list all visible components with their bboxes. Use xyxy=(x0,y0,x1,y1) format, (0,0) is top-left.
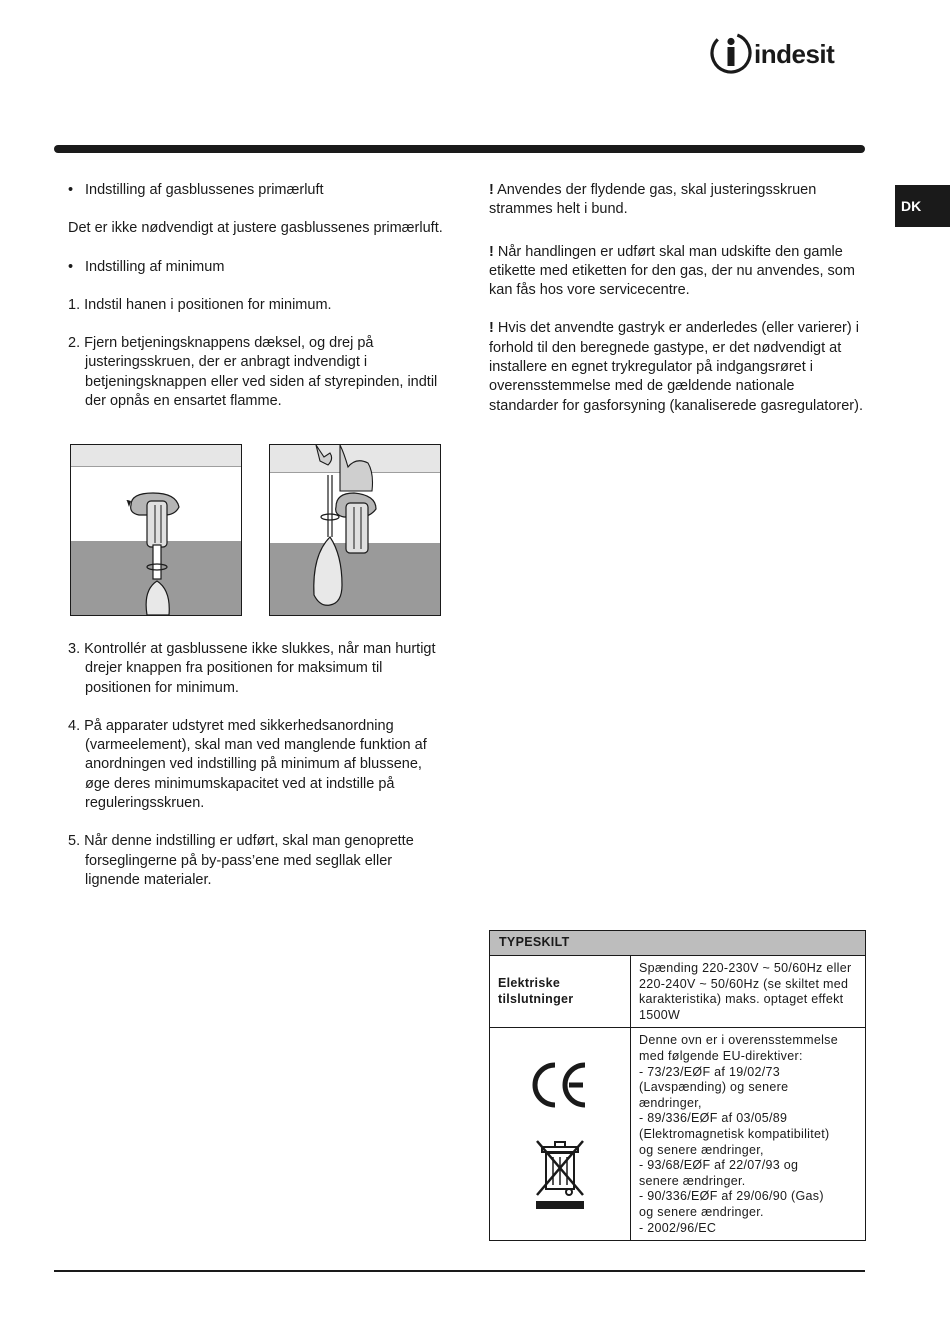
step-3: 3. Kontrollér at gasblussene ikke slukkes, når man hurtigt drejer knappen fra positionen for maksimum til positionen for minimum. xyxy=(68,641,436,696)
typeskilt-table xyxy=(489,930,866,1241)
bullet-primary-air: • Indstilling af gasblussenes primærluft xyxy=(68,181,448,200)
note-label-replace-text: Når handlingen er udført skal man udskifte den gamle etikette med etiketten for den gas, der nu anvendes, som kan fås hos vore servicecentre. xyxy=(489,243,855,299)
step-2: 2. Fjern betjeningsknappens dæksel, og drej på justeringsskruen, der er anbragt indvendigt i betjeningsknappen eller ved siden af styrepinden, indtil der opnås en ensartet flamme. xyxy=(68,335,438,410)
directive-line: - 93/68/EØF af 22/07/93 og xyxy=(639,1158,799,1173)
primary-air-note: Det er ikke nødvendigt at justere gasblussenes primærluft. xyxy=(68,220,443,237)
typeskilt-title: TYPESKILT xyxy=(490,931,866,956)
directive-line: og senere ændringer, xyxy=(639,1142,764,1157)
electrical-connections-label xyxy=(490,956,631,1028)
directive-line: ændringer, xyxy=(639,1095,702,1110)
note-pressure-regulator-text: Hvis det anvendte gastryk er anderledes (eller varierer) i forhold til den beregnede gastype, er det nødvendigt at installere en egnet trykregulator på indgangsrøret i overensstemmelse med de gældende nationale standarder for gasforsyning (kanaliserede gasregulatorer). xyxy=(489,320,863,414)
electrical-connections-value: Spænding 220-230V ~ 50/60Hz eller 220-240V ~ 50/60Hz (se skiltet med karakteristika) maks. optaget effekt 1500W xyxy=(631,956,866,1028)
directive-line: Denne ovn er i overensstemmelse xyxy=(639,1033,838,1048)
warning-mark: ! xyxy=(489,320,494,337)
label-line-2: tilslutninger xyxy=(498,991,574,1006)
directive-line: - 90/336/EØF af 29/06/90 (Gas) xyxy=(639,1189,824,1204)
left-column-upper xyxy=(68,181,448,411)
footer-rule xyxy=(54,1270,865,1272)
indesit-logo xyxy=(710,32,870,74)
note-liquid-gas xyxy=(489,181,865,220)
directive-line: - 73/23/EØF af 19/02/73 xyxy=(639,1064,781,1079)
directive-line: (Lavspænding) og senere xyxy=(639,1080,789,1095)
step-5: 5. Når denne indstilling er udført, skal man genoprette forseglingerne på by-pass’ene med segllak eller lignende materialer. xyxy=(68,833,414,888)
warning-mark: ! xyxy=(489,243,494,260)
directive-line: senere ændringer. xyxy=(639,1173,746,1188)
right-column xyxy=(489,181,865,416)
step-4: 4. På apparater udstyret med sikkerhedsanordning (varmeelement), skal man ved manglende funktion af anordningen ved indstilling på minimum af blussene, øge deres minimumskapacitet ved at indstille på reguleringsskruen. xyxy=(68,717,427,812)
note-liquid-gas-text: Anvendes der flydende gas, skal justeringsskruen strammes helt i bund. xyxy=(489,182,817,218)
directive-line: (Elektromagnetisk kompatibilitet) xyxy=(639,1126,830,1141)
directive-line: og senere ændringer. xyxy=(639,1204,764,1219)
language-tab: DK xyxy=(895,185,950,227)
directive-line: - 2002/96/EC xyxy=(639,1220,717,1235)
burner-knob-illustration xyxy=(270,445,440,615)
brand-name: indesit xyxy=(754,39,835,69)
ce-mark-icon xyxy=(525,1055,595,1115)
burner-knob-illustration xyxy=(71,445,241,615)
step-1: 1. Indstil hanen i positionen for minimum. xyxy=(68,296,332,313)
figure-burner-knob-screwdriver-2 xyxy=(269,444,441,616)
directive-line: - 89/336/EØF af 03/05/89 xyxy=(639,1111,788,1126)
figure-burner-knob-screwdriver-1 xyxy=(70,444,242,616)
note-pressure-regulator xyxy=(489,319,865,415)
note-label-replace xyxy=(489,243,865,301)
header-rule xyxy=(54,145,865,153)
label-line-1: Elektriske xyxy=(498,976,561,991)
eu-directives-cell xyxy=(631,1028,866,1241)
weee-bin-icon xyxy=(532,1137,588,1213)
left-column-lower xyxy=(68,640,448,890)
directive-line: med følgende EU-direktiver: xyxy=(639,1048,803,1063)
bullet-minimum: • Indstilling af minimum xyxy=(68,258,448,277)
symbols-cell xyxy=(490,1028,631,1241)
warning-mark: ! xyxy=(489,182,494,198)
